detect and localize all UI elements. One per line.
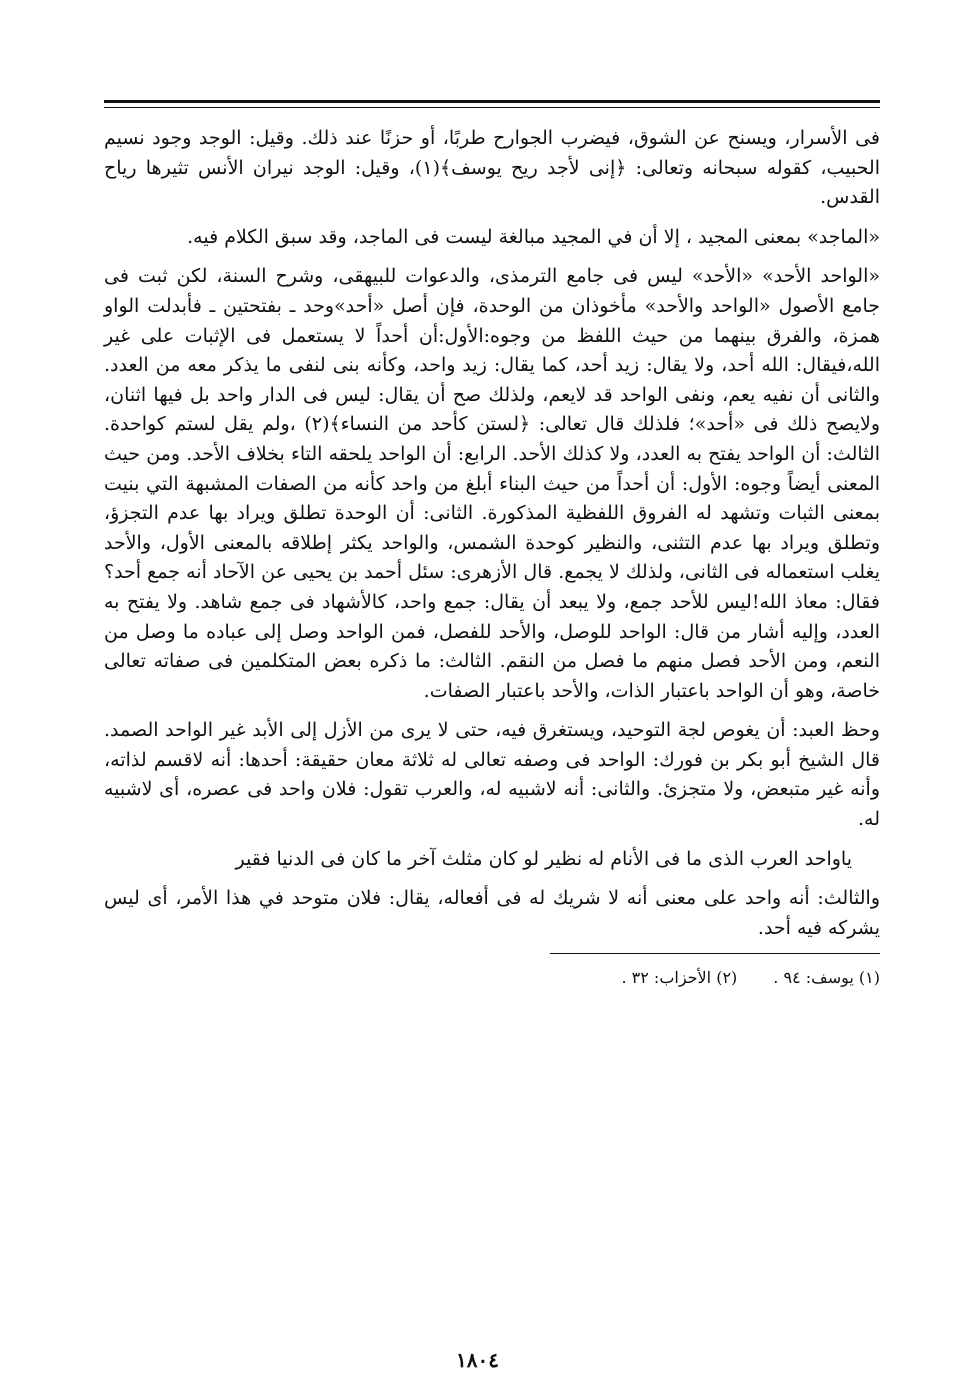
- top-rule-thick: [104, 100, 880, 103]
- footnote-rule: [550, 953, 880, 954]
- footnote-1: (١) يوسف: ٩٤ .: [773, 968, 880, 988]
- paragraph-majid: «الماجد» بمعنى المجيد ، إلا أن في المجيد مبالغة ليست فى الماجد، وقد سبق الكلام فيه.: [187, 225, 880, 248]
- top-rule-thin: [104, 107, 880, 108]
- paragraph-wajd: فى الأسرار، ويسنح عن الشوق، فيضرب الجوارح طربًا، أو حزنًا عند ذلك. وقيل: الوجد وجود نسيم الحبيب، كقوله سبحانه وتعالى: ﴿إنى لأجد ريح يوسف﴾(١)، وقيل: الوجد نيران الأنس تثيرها رياح القدس.: [104, 127, 881, 209]
- footnote-2: (٢) الأحزاب: ٣٢ .: [621, 968, 738, 988]
- page-number: ١٨٠٤: [456, 1348, 499, 1372]
- page-body: [104, 100, 880, 990]
- paragraph-third: والثالث: أنه واحد على معنى أنه لا شريك له فى أفعاله، يقال: فلان متوحد في هذا الأمر، أى ليس يشركه فيه أحد.: [104, 887, 880, 939]
- poetry-verse: ياواحد العرب الذى ما فى الأنام له نظير لو كان مثلث آخر ما كان فى الدنيا فقير: [235, 847, 852, 870]
- paragraph-wahid-ahad: «الواحد الأحد» «الأحد» ليس فى جامع الترمذى، والدعوات للبيهقى، وشرح السنة، لكن ثبت فى جامع الأصول «الواحد والأحد» مأخوذان من الوحدة، فإن أصل «أحد»وحد ـ بفتحتين ـ فأبدلت الواو همزة، والفرق بينهما من حيث اللفظ من وجوه:الأول:أن أحداً لا يستعمل فى الإثبات على غير الله،فيقال: الله أحد، ولا يقال: زيد أحد، كما يقال: زيد واحد، وكأنه بنى لنفى ما يذكر معه من العدد. والثانى أن نفيه يعم، ونفى الواحد قد لايعم، ولذلك صح أن يقال: ليس فى الدار واحد بل فيها اثنان، ولايصح ذلك فى «أحد»؛ فلذلك قال تعالى: ﴿لستن كأحد من النساء﴾(٢) ،ولم يقل لستم كواحدة. الثالث: أن الواحد يفتح به العدد، ولا كذلك الأحد. الرابع: أن الواحد يلحقه التاء بخلاف الأحد. ومن حيث المعنى أيضاً وجوه: الأول: أن أحداً من حيث البناء أبلغ من واحد كأنه من الصفات المشبهة التي بنيت بمعنى الثبات وتشهد له الفروق اللفظية المذكورة. الثانى: أن الوحدة تطلق ويراد بها عدم التجزؤ، وتطلق ويراد بها عدم التثنى، والنظير كوحدة الشمس، والواحد يكثر إطلاقه بالمعنى الأول، والأحد يغلب استعماله فى الثانى، ولذلك لا يجمع. قال الأزهرى: سئل أحمد بن يحيى عن الآحاد أنه جمع أحد؟ فقال: معاذ الله!ليس للأحد جمع، ولا يبعد أن يقال: جمع واحد، كالأشهاد فى جمع شاهد. ولا يفتح به العدد، وإليه أشار من قال: الواحد للوصل، والأحد للفصل، فمن الواحد وصل إلى عباده ما وصل من النعم، ومن الأحد فصل منهم ما فصل من النقم. الثالث: ما ذكره بعض المتكلمين فى صفاته تعالى خاصة، وهو أن الواحد باعتبار الذات، والأحد باعتبار الصفات.: [104, 265, 880, 702]
- footnotes: [104, 966, 880, 990]
- paragraph-hazz-abd: وحظ العبد: أن يغوص لجة التوحيد، ويستغرق فيه، حتى لا يرى من الأزل إلى الأبد غير الواحد الصمد. قال الشيخ أبو بكر بن فورك: الواحد فى وصفه تعالى له ثلاثة معان حقيقة: أحدها: أنه لاقسم لذاته، وأنه غير متبعض، ولا متجزئ. والثانى: أنه لاشبيه له، والعرب تقول: فلان واحد فى عصره، أى لاشبيه له.: [104, 719, 880, 831]
